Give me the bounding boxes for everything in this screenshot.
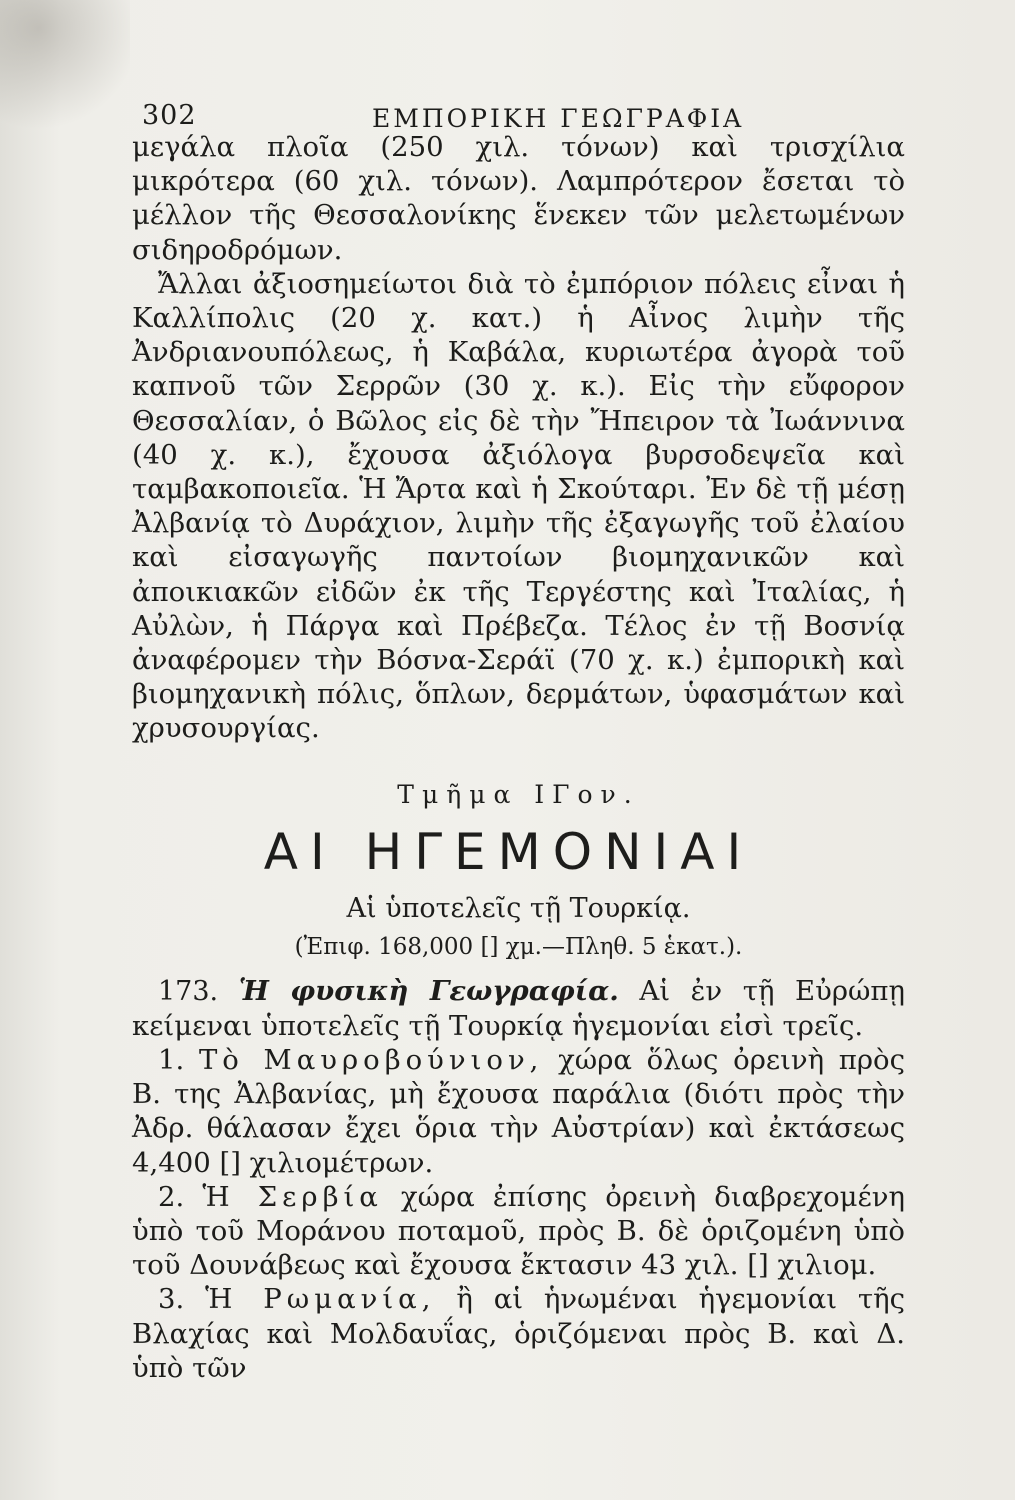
item-name: Ἡ Σερβία (202, 1180, 383, 1213)
list-item (132, 1180, 905, 1283)
scan-stain (0, 0, 130, 140)
section-number: 173. (158, 975, 219, 1007)
chapter-title: ΑΙ ΗΓΕΜΟΝΙΑΙ (263, 822, 754, 881)
item-text: χώρα ὅλως ὀρεινὴ πρὸς Β. της Ἀλβανίας, μὴ ἔχουσα παράλια (διότι πρὸς τὴν Ἀδρ. θάλασαν ἔχει ὅρια τὴν Αὐστρίαν) καὶ ἐκτάσεως 4,400 [] χιλιομέτρων. (132, 1044, 905, 1179)
chapter-subtitle: Αἱ ὑποτελεῖς τῇ Τουρκίᾳ. (346, 892, 691, 924)
section-173-paragraph (132, 974, 905, 1043)
running-title: ΕΜΠΟΡΙΚΗ ΓΕΩΓΡΑΦΙΑ (372, 104, 745, 133)
section-label: Τμῆμα IΓον. (397, 779, 640, 809)
item-number: 2. (158, 1180, 185, 1213)
item-number: 1. (158, 1044, 185, 1077)
item-name: Ἡ Ρωμανία, (205, 1283, 436, 1316)
section-text: Αἱ ἐν τῇ Εὐρώπῃ κείμεναι ὑποτελεῖς τῇ Τουρκίᾳ ἡγεμονίαι εἰσὶ τρεῖς. (132, 974, 905, 1042)
paragraph-2: Ἄλλαι ἀξιοσημείωτοι διὰ τὸ ἐμπόριον πόλεις εἶναι ἡ Καλλίπολις (20 χ. κατ.) ἡ Αἶνος λιμὴν τῆς Ἀνδριανουπόλεως, ἡ Καβάλα, κυριωτέρα ἀγορὰ τοῦ καπνοῦ τῶν Σερρῶν (30 χ. κ.). Εἰς τὴν εὔφορον Θεσσαλίαν, ὁ Βῶλος εἰς δὲ τὴν Ἤπειρον τὰ Ἰωάννινα (40 χ. κ.), ἔχουσα ἀξιόλογα βυρσοδεψεῖα καὶ ταμβακοποιεῖα. Ἡ Ἄρτα καὶ ἡ Σκούταρι. Ἐν δὲ τῇ μέσῃ Ἀλβανίᾳ τὸ Δυράχιον, λιμὴν τῆς ἐξαγωγῆς τοῦ ἐλαίου καὶ εἰσαγωγῆς παντοίων βιομηχανικῶν καὶ ἀποικιακῶν εἰδῶν ἐκ τῆς Τεργέστης καὶ Ἰταλίας, ἡ Αὐλὼν, ἡ Πάργα καὶ Πρέβεζα. Τέλος ἐν τῇ Βοσνίᾳ ἀναφέρομεν τὴν Βόσνα-Σεράϊ (70 χ. κ.) ἐμπορικὴ καὶ βιομηχανικὴ πόλις, ὅπλων, δερμάτων, ὑφασμάτων καὶ χρυσουργίας. (132, 267, 905, 745)
list-item (132, 1043, 905, 1180)
item-number: 3. (158, 1283, 185, 1316)
paragraph-1: μεγάλα πλοῖα (250 χιλ. τόνων) καὶ τρισχίλια μικρότερα (60 χιλ. τόνων). Λαμπρότερον ἔσεται τὸ μέλλον τῆς Θεσσαλονίκης ἕνεκεν τῶν μελετωμένων σιδηροδρόμων. (132, 131, 905, 266)
item-text: ἢ αἱ ἡνωμέναι ἡγεμονίαι τῆς Βλαχίας καὶ Μολδαυΐας, ὁριζόμεναι πρὸς Β. καὶ Δ. ὑπὸ τῶν (132, 1283, 905, 1384)
list-item (132, 1282, 905, 1385)
section-heading: Ἡ φυσικὴ Γεωγραφία. (238, 974, 619, 1007)
item-text: χώρα ἐπίσης ὀρεινὴ διαβρεχομένη ὑπὸ τοῦ Μοράνου ποταμοῦ, πρὸς Β. δὲ ὁριζομένη ὑπὸ τοῦ Δουνάβεως καὶ ἔχουσα ἔκτασιν 43 χιλ. [] χιλιομ. (132, 1180, 905, 1282)
area-population-note: (Ἐπιφ. 168,000 [] χμ.—Πληθ. 5 ἑκατ.). (294, 933, 743, 960)
page-number: 302 (142, 100, 197, 131)
item-name: Τὸ Μαυροβούνιον, (198, 1044, 544, 1077)
page-header (132, 82, 905, 133)
